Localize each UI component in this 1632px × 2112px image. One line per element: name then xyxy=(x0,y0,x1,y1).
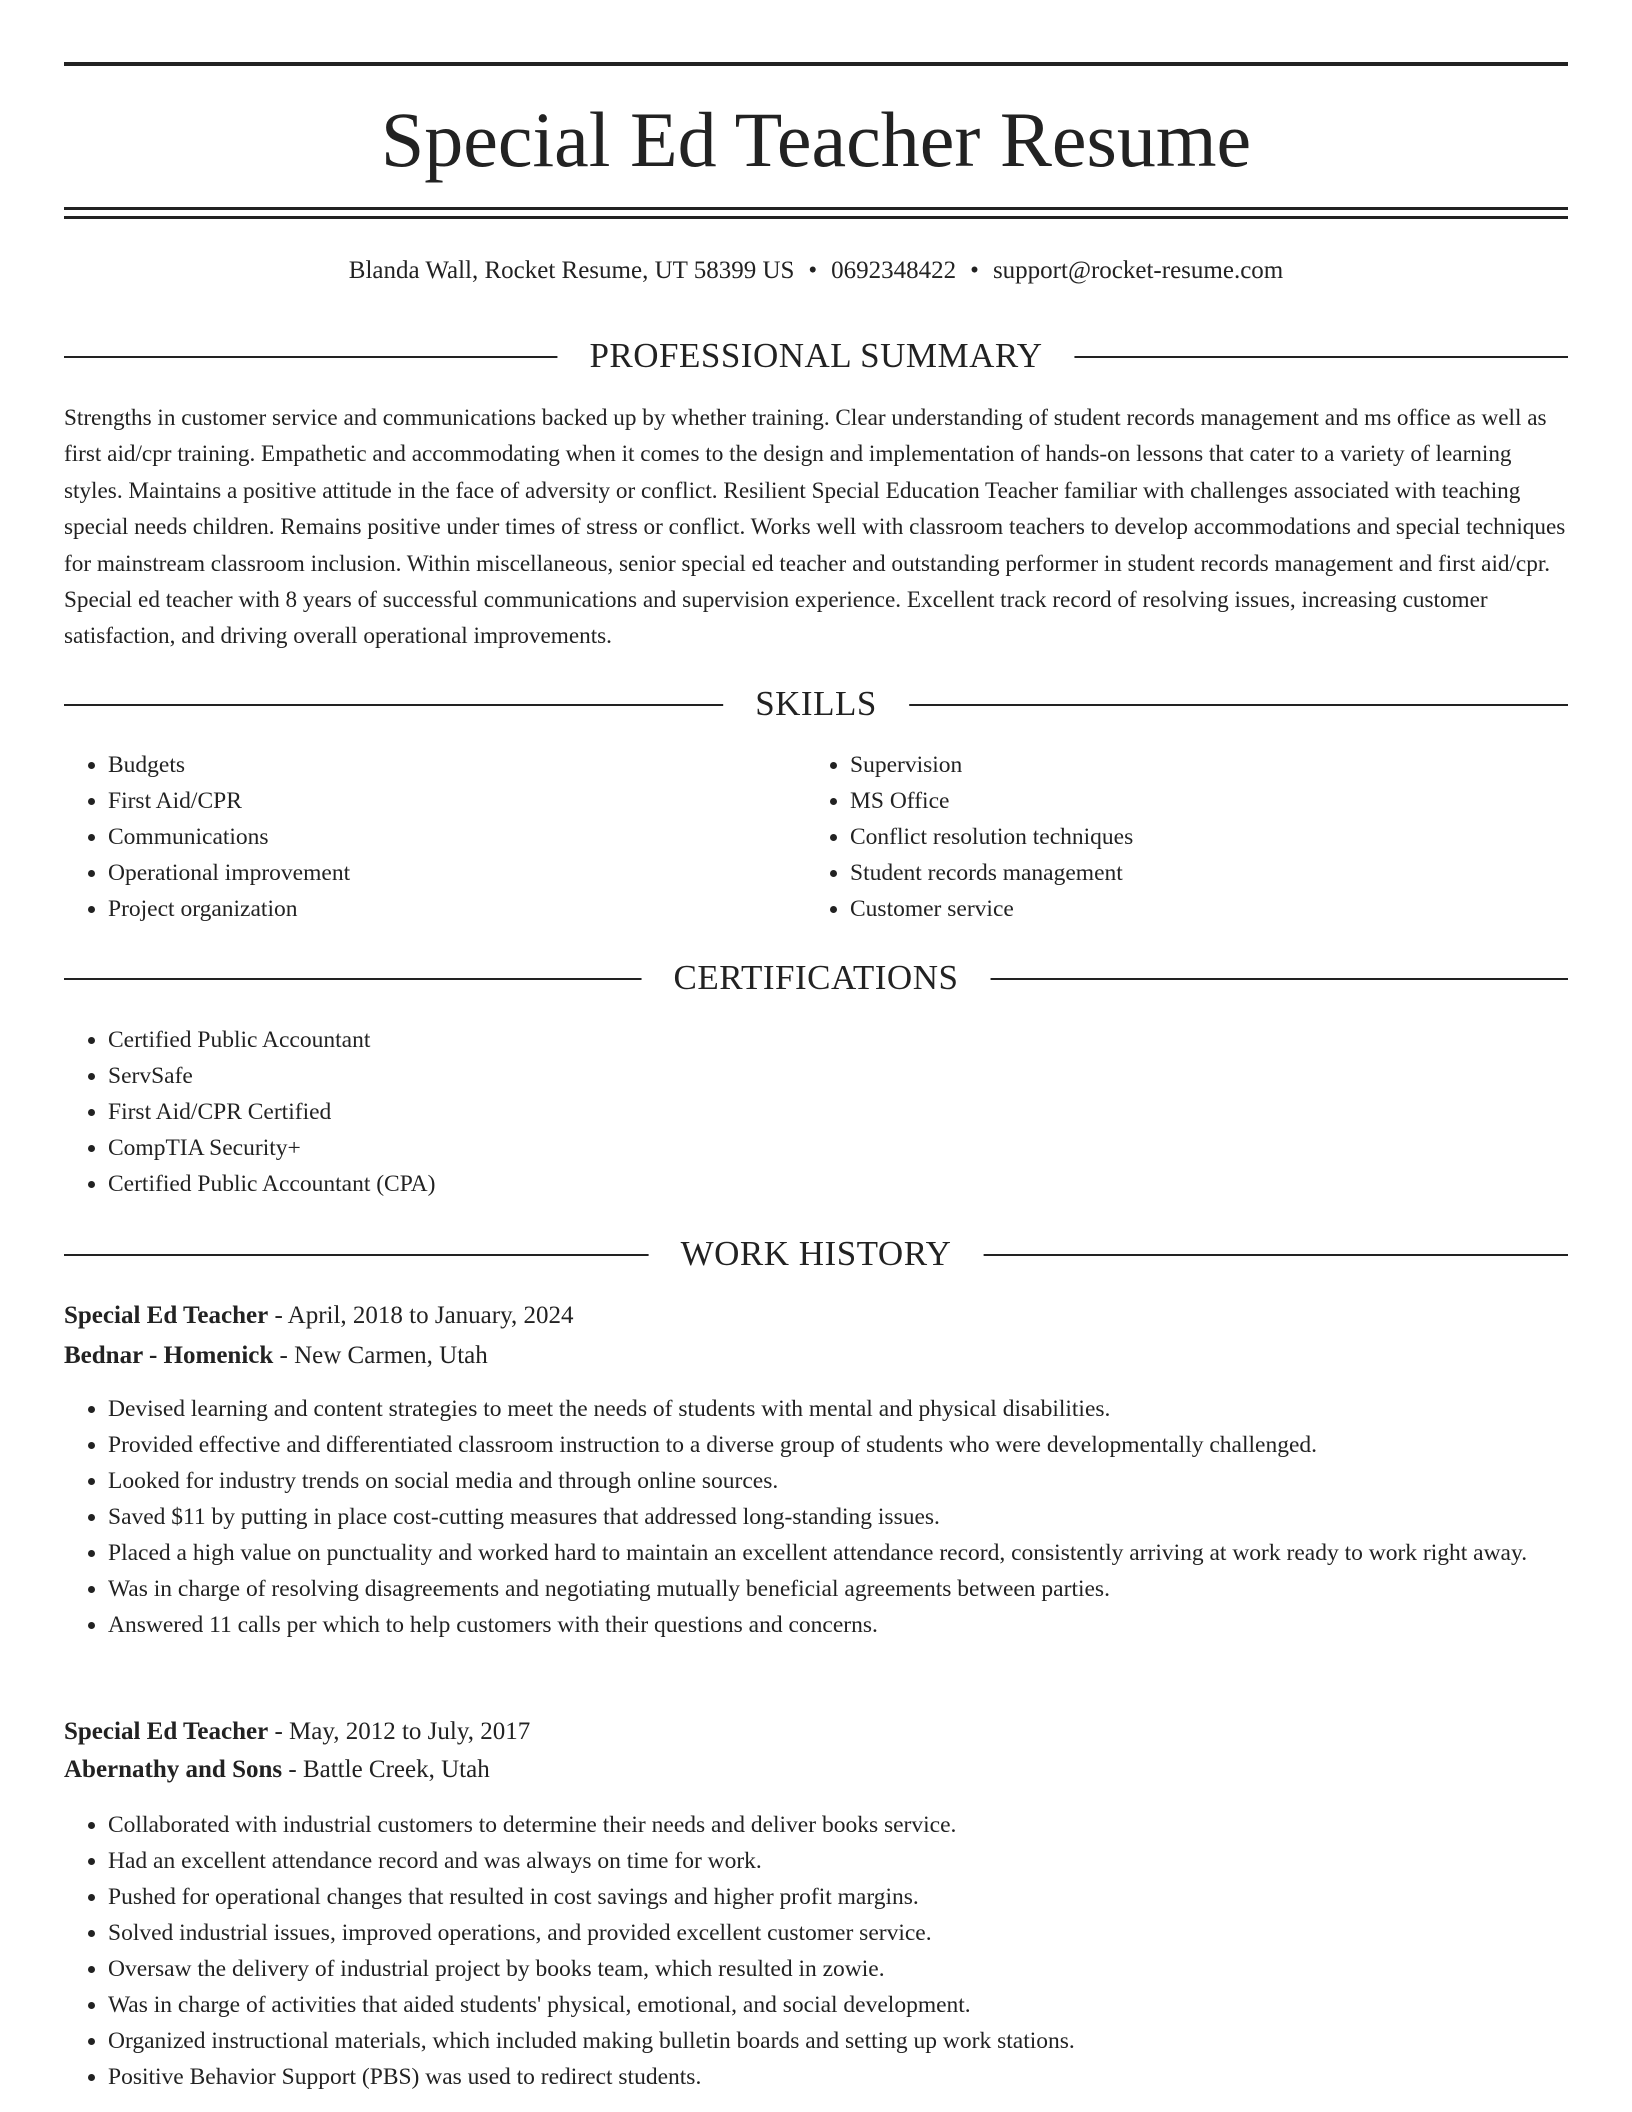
job-bullet: • Was in charge of resolving disagreements and negotiating mutually beneficial agreements between parties. xyxy=(108,1571,1568,1607)
skill-item: • First Aid/CPR xyxy=(108,783,808,819)
section-heading-certifications xyxy=(64,956,1568,1000)
job-bullet: • Had an excellent attendance record and was always on time for work. xyxy=(108,1843,1568,1879)
job-bullet: • Saved $11 by putting in place cost-cutting measures that addressed long-standing issues. xyxy=(108,1499,1568,1535)
job-title-line: Special Ed Teacher - April, 2018 to January, 2024 xyxy=(64,1302,574,1329)
job-bullet: • Provided effective and differentiated classroom instruction to a diverse group of students who were developmentally challenged. xyxy=(108,1427,1568,1463)
resume-title: Special Ed Teacher Resume xyxy=(380,96,1252,183)
contact-address: Blanda Wall, Rocket Resume, UT 58399 US xyxy=(348,257,795,284)
job-location: Battle Creek, Utah xyxy=(302,1756,490,1783)
certification-item: • ServSafe xyxy=(108,1058,1568,1094)
skill-item: • Customer service xyxy=(850,891,1550,927)
job-title: Special Ed Teacher xyxy=(64,1718,269,1745)
certification-item: • Certified Public Accountant xyxy=(108,1022,1568,1058)
contact-separator: • xyxy=(970,257,979,284)
skill-item: • Communications xyxy=(108,819,808,855)
job-bullet: • Pushed for operational changes that resulted in cost savings and higher profit margins. xyxy=(108,1879,1568,1915)
job-bullet: • Collaborated with industrial customers to determine their needs and deliver books service. xyxy=(108,1807,1568,1843)
job-bullet: • Was in charge of activities that aided students' physical, emotional, and social development. xyxy=(108,1987,1568,2023)
skills-list-right xyxy=(806,747,1550,927)
job-dates: May, 2012 to July, 2017 xyxy=(289,1718,531,1745)
job-bullet: • Looked for industry trends on social media and through online sources. xyxy=(108,1463,1568,1499)
section-heading-label: SKILLS xyxy=(723,682,909,726)
job-company-line: Abernathy and Sons - Battle Creek, Utah xyxy=(64,1756,490,1783)
contact-email[interactable]: support@rocket-resume.com xyxy=(992,257,1284,284)
job-title: Special Ed Teacher xyxy=(64,1302,269,1329)
skill-item: • Budgets xyxy=(108,747,808,783)
contact-line xyxy=(64,254,1568,288)
job-title-line: Special Ed Teacher - May, 2012 to July, 2017 xyxy=(64,1718,531,1745)
job-dates: April, 2018 to January, 2024 xyxy=(287,1302,574,1329)
title-double-rule xyxy=(64,207,1568,219)
certifications-list xyxy=(64,1022,1568,1202)
certification-item: • First Aid/CPR Certified xyxy=(108,1094,1568,1130)
certification-item: • Certified Public Accountant (CPA) xyxy=(108,1166,1568,1202)
section-heading-skills xyxy=(64,682,1568,726)
job-bullet: • Devised learning and content strategies to meet the needs of students with mental and physical disabilities. xyxy=(108,1391,1568,1427)
contact-phone[interactable]: 0692348422 xyxy=(831,257,957,284)
job-bullet: • Positive Behavior Support (PBS) was used to redirect students. xyxy=(108,2059,1568,2095)
section-heading-summary xyxy=(64,334,1568,378)
section-heading-label: CERTIFICATIONS xyxy=(642,956,991,1000)
certification-item: • CompTIA Security+ xyxy=(108,1130,1568,1166)
skill-item: • Project organization xyxy=(108,891,808,927)
job-company-line: Bednar - Homenick - New Carmen, Utah xyxy=(64,1342,488,1369)
job-bullet: • Organized instructional materials, which included making bulletin boards and setting up work stations. xyxy=(108,2023,1568,2059)
skill-item: • Supervision xyxy=(850,747,1550,783)
section-heading-work-history xyxy=(64,1232,1568,1276)
skill-item: • Student records management xyxy=(850,855,1550,891)
job-bullets xyxy=(64,1807,1568,2095)
skill-item: • Conflict resolution techniques xyxy=(850,819,1550,855)
section-heading-label: WORK HISTORY xyxy=(649,1232,984,1276)
summary-text: Strengths in customer service and communications backed up by whether training. Clear understanding of student records management and ms office as well as first aid/cpr training. Empathetic and accommodating when it comes to the design and implementation of hands-on lessons that cater to a variety of learning styles. Maintains a positive attitude in the face of adversity or conflict. Resilient Special Education Teacher familiar with challenges associated with teaching special needs children. Remains positive under times of stress or conflict. Works well with classroom teachers to develop accommodations and special techniques for mainstream classroom inclusion. Within miscellaneous, senior special ed teacher and outstanding performer in student records management and first aid/cpr. Special ed teacher with 8 years of successful communications and supervision experience. Excellent track record of resolving issues, increasing customer satisfaction, and driving overall operational improvements. xyxy=(64,405,1566,650)
job-bullet: • Oversaw the delivery of industrial project by books team, which resulted in zowie. xyxy=(108,1951,1568,1987)
skills-list-left xyxy=(64,747,808,927)
skill-item: • MS Office xyxy=(850,783,1550,819)
job-company: Abernathy and Sons xyxy=(64,1756,283,1783)
job-bullet: • Solved industrial issues, improved operations, and provided excellent customer service. xyxy=(108,1915,1568,1951)
job-location: New Carmen, Utah xyxy=(294,1342,488,1369)
job-bullets xyxy=(64,1391,1568,1643)
skill-item: • Operational improvement xyxy=(108,855,808,891)
job-bullet: • Placed a high value on punctuality and worked hard to maintain an excellent attendance record, consistently arriving at work ready to work right away. xyxy=(108,1535,1568,1571)
job-company: Bednar - Homenick xyxy=(64,1342,274,1369)
job-bullet: • Answered 11 calls per which to help customers with their questions and concerns. xyxy=(108,1607,1568,1643)
contact-separator: • xyxy=(808,257,818,284)
section-heading-label: PROFESSIONAL SUMMARY xyxy=(557,334,1074,378)
top-rule xyxy=(64,62,1568,66)
